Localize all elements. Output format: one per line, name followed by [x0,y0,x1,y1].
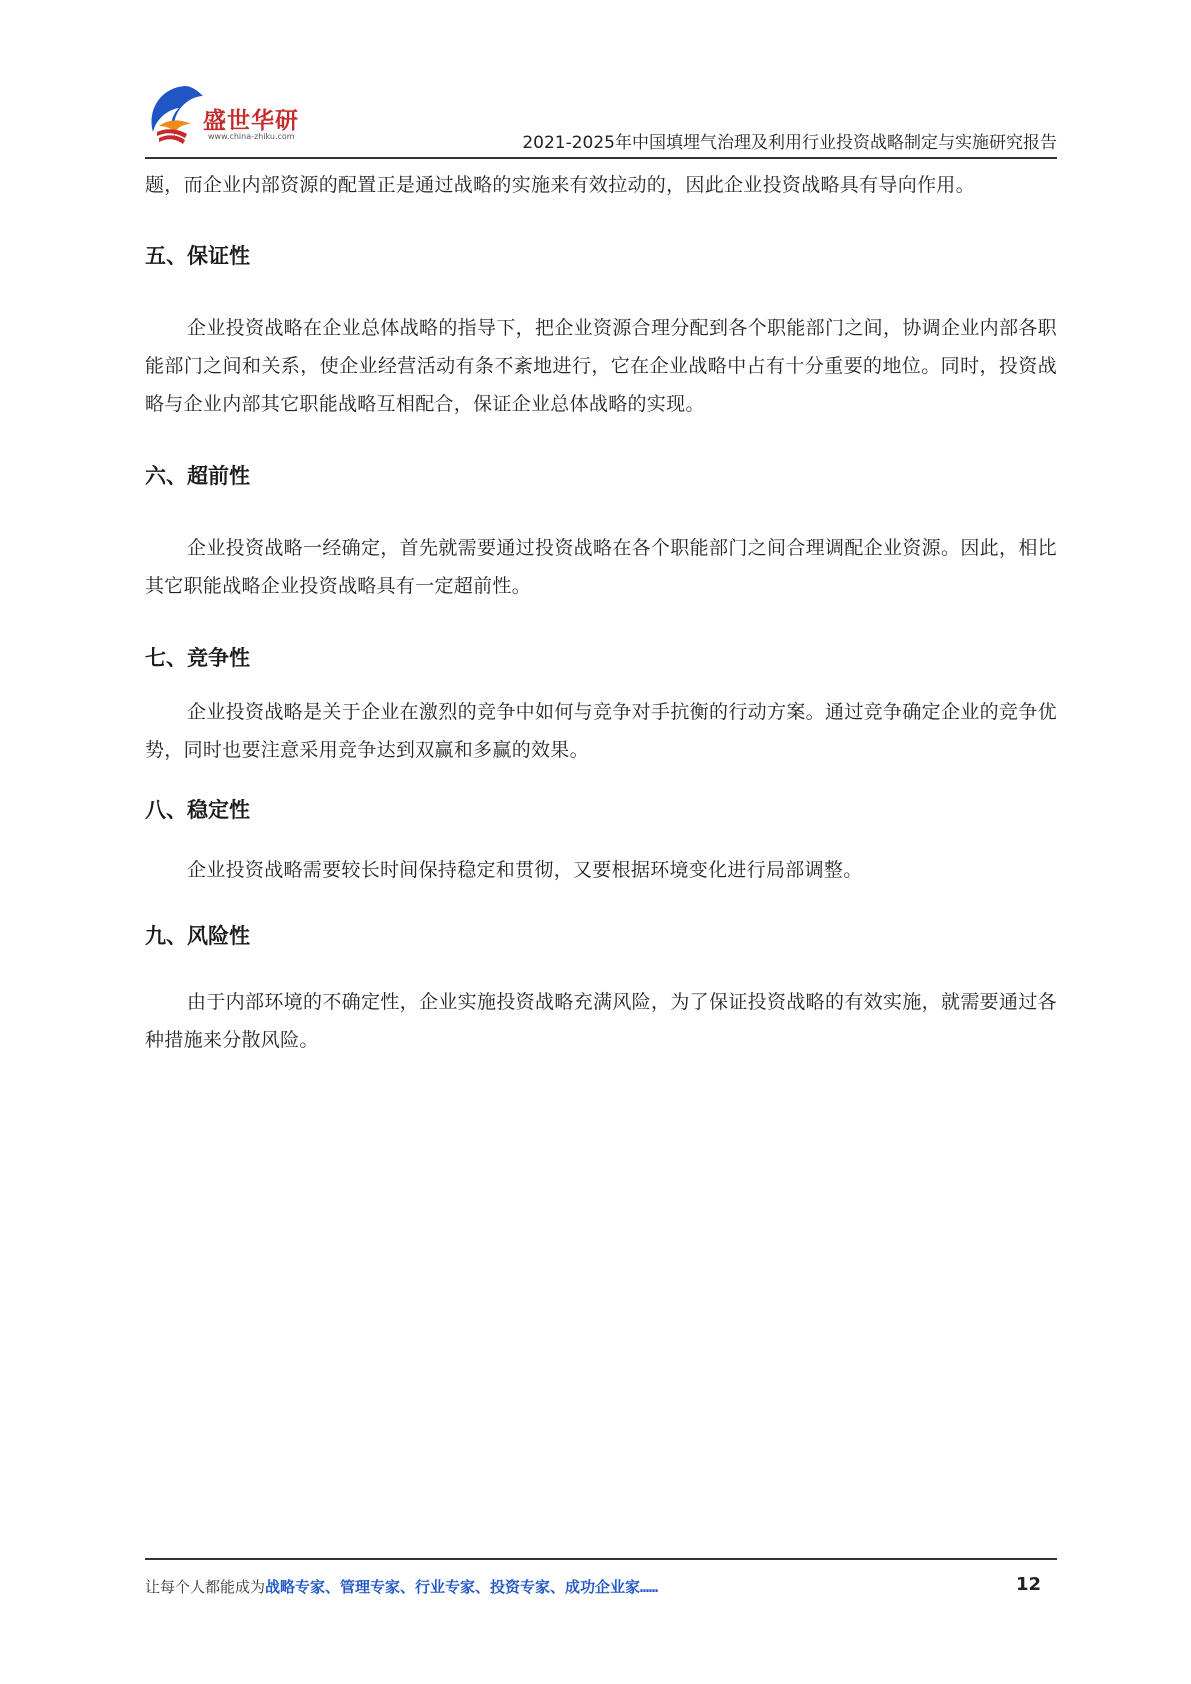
section-body-competition: 企业投资战略是关于企业在激烈的竞争中如何与竞争对手抗衡的行动方案。通过竞争确定企业的竞争优势，同时也要注意采用竞争达到双赢和多赢的效果。 [145,701,1057,761]
footer-divider [145,1558,1057,1560]
slogan-highlight: 战略专家、管理专家、行业专家、投资专家、成功企业家…… [265,1578,659,1596]
section-heading-competition: 七、竞争性 [145,646,250,670]
header-divider [145,157,1057,159]
page-content [145,166,1057,1059]
section-heading-risk: 九、风险性 [145,924,250,948]
report-title: 2021-2025年中国填埋气治理及利用行业投资战略制定与实施研究报告 [522,133,1057,153]
section-heading-guarantee: 五、保证性 [145,244,250,268]
section-body-stability: 企业投资战略需要较长时间保持稳定和贯彻，又要根据环境变化进行局部调整。 [187,859,863,881]
slogan-prefix: 让每个人都能成为 [145,1578,266,1596]
logo-emblem-icon [145,82,209,150]
brand-url: www.china-zhiku.com [208,132,295,141]
page-number: 12 [1015,1574,1041,1595]
company-logo [145,82,315,150]
brand-name: 盛世华研 [203,108,299,134]
section-body-guarantee: 企业投资战略在企业总体战略的指导下，把企业资源合理分配到各个职能部门之间，协调企业内部各职能部门之间和关系，使企业经营活动有条不紊地进行，它在企业战略中占有十分重要的地位。同时，投资战略与企业内部其它职能战略互相配合，保证企业总体战略的实现。 [145,317,1057,415]
section-heading-foresight: 六、超前性 [145,464,250,488]
page-footer [145,1576,1057,1606]
section-body-risk: 由于内部环境的不确定性，企业实施投资战略充满风险，为了保证投资战略的有效实施，就需要通过各种措施来分散风险。 [145,991,1057,1051]
section-body-foresight: 企业投资战略一经确定，首先就需要通过投资战略在各个职能部门之间合理调配企业资源。因此，相比其它职能战略企业投资战略具有一定超前性。 [145,537,1057,597]
intro-paragraph: 题，而企业内部资源的配置正是通过战略的实施来有效拉动的，因此企业投资战略具有导向作用。 [145,174,975,196]
section-heading-stability: 八、稳定性 [145,798,250,822]
page-header [145,82,1057,156]
footer-slogan [145,1576,658,1597]
